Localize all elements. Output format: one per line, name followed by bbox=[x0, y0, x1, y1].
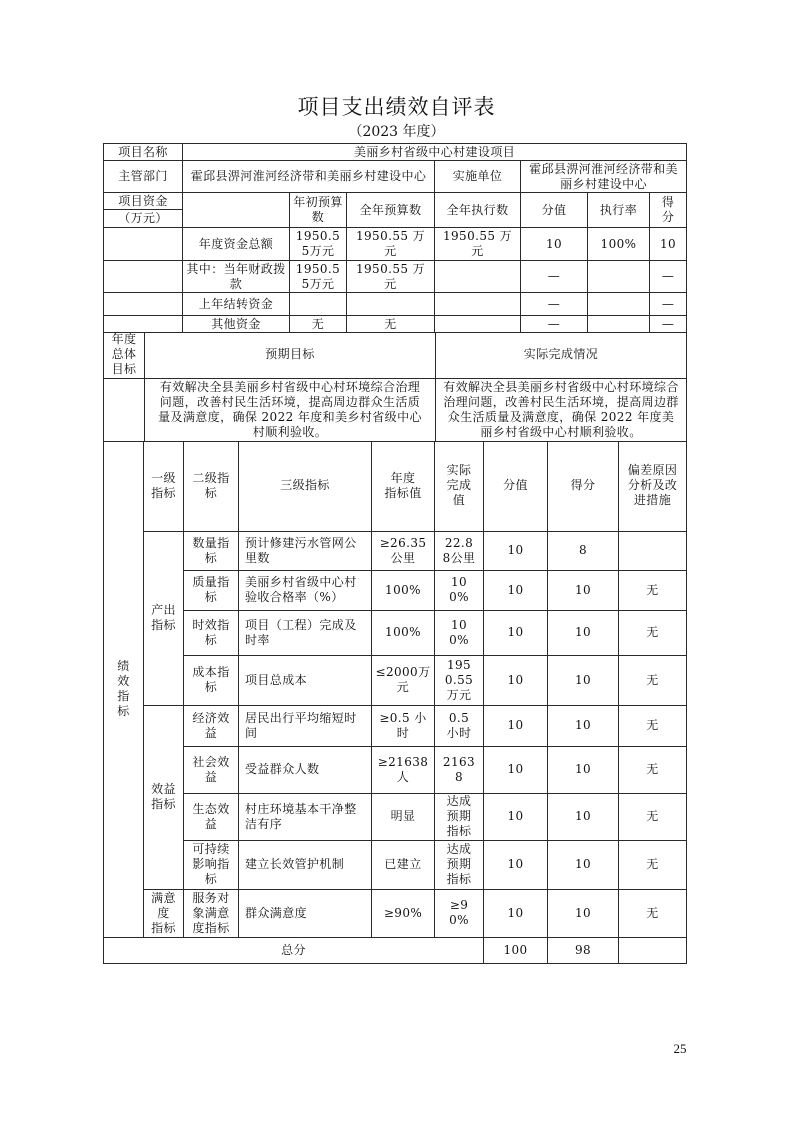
header-score-weight: 分值 bbox=[521, 193, 588, 228]
funds-initial-budget: 无 bbox=[290, 316, 347, 333]
header-initial-budget: 年初预算数 bbox=[290, 193, 347, 228]
header-actual: 实际完成值 bbox=[435, 441, 484, 531]
funds-row bbox=[104, 293, 687, 316]
level3-cell: 美丽乡村省级中心村验收合格率（%） bbox=[239, 570, 372, 610]
level3-cell: 居民出行平均缩短时间 bbox=[239, 705, 372, 746]
score-weight-cell: 10 bbox=[484, 655, 548, 705]
level3-cell: 项目总成本 bbox=[239, 655, 372, 705]
actual-cell: 100% bbox=[435, 610, 484, 655]
score-cell: 8 bbox=[548, 531, 619, 570]
level3-cell: 群众满意度 bbox=[239, 889, 372, 937]
score-weight-cell: 10 bbox=[484, 610, 548, 655]
funds-label: 项目资金 bbox=[104, 193, 182, 210]
deviation-cell: 无 bbox=[619, 746, 687, 793]
header-executed: 全年执行数 bbox=[435, 193, 521, 228]
level3-cell: 预计修建污水管网公里数 bbox=[239, 531, 372, 570]
total-row bbox=[104, 937, 687, 963]
target-cell: 100% bbox=[372, 610, 435, 655]
deviation-cell: 无 bbox=[619, 610, 687, 655]
funds-score: 10 bbox=[650, 228, 687, 261]
level2-cell: 时效指标 bbox=[184, 610, 239, 655]
level3-cell: 项目（工程）完成及时率 bbox=[239, 610, 372, 655]
level1-satisfaction: 满意度 指标 bbox=[144, 889, 184, 937]
department-value: 霍邱县淠河淮河经济带和美丽乡村建设中心 bbox=[183, 161, 435, 193]
actual-cell: 21638 bbox=[435, 746, 484, 793]
funds-executed bbox=[435, 293, 521, 316]
funds-row-blank bbox=[104, 228, 183, 261]
level2-cell: 成本指标 bbox=[184, 655, 239, 705]
indicators-header-row bbox=[104, 441, 687, 531]
actual-cell: ≥90% bbox=[435, 889, 484, 937]
target-cell: ≥26.35公里 bbox=[372, 531, 435, 570]
level2-cell: 经济效益 bbox=[184, 705, 239, 746]
funds-initial-budget: 1950.55万元 bbox=[290, 228, 347, 261]
actual-result-header: 实际完成情况 bbox=[436, 332, 687, 378]
funds-annual-budget: 1950.55 万元 bbox=[347, 261, 435, 293]
level2-cell: 数量指标 bbox=[184, 531, 239, 570]
level3-cell: 村庄环境基本干净整洁有序 bbox=[239, 793, 372, 840]
level2-cell: 质量指标 bbox=[184, 570, 239, 610]
funds-exec-rate bbox=[588, 261, 650, 293]
deviation-cell bbox=[619, 531, 687, 570]
funds-row-label: 年度资金总额 bbox=[183, 228, 290, 261]
implementer-value: 霍邱县淠河淮河经济带和美丽乡村建设中心 bbox=[521, 161, 687, 193]
score-weight-cell: 10 bbox=[484, 793, 548, 840]
header-exec-rate: 执行率 bbox=[588, 193, 650, 228]
funds-row-label: 其中：当年财政拨款 bbox=[183, 261, 290, 293]
indicator-row bbox=[104, 570, 687, 610]
deviation-cell: 无 bbox=[619, 889, 687, 937]
funds-initial-budget: 1950.55万元 bbox=[290, 261, 347, 293]
total-label: 总分 bbox=[104, 937, 484, 963]
level3-cell: 建立长效管护机制 bbox=[239, 840, 372, 889]
funds-unit: （万元） bbox=[118, 211, 168, 225]
performance-indicators-label: 绩效指标 bbox=[104, 441, 144, 937]
department-label: 主管部门 bbox=[104, 161, 183, 193]
goals-label: 年度总体目标 bbox=[104, 332, 145, 378]
total-score-weight: 100 bbox=[484, 937, 548, 963]
score-weight-cell: 10 bbox=[484, 746, 548, 793]
target-cell: 已建立 bbox=[372, 840, 435, 889]
actual-cell: 达成预期指标 bbox=[435, 793, 484, 840]
target-cell: ≤2000万元 bbox=[372, 655, 435, 705]
funds-row-label: 上年结转资金 bbox=[183, 293, 290, 316]
funds-annual-budget bbox=[347, 293, 435, 316]
target-cell: ≥0.5 小时 bbox=[372, 705, 435, 746]
header-level2: 二级指标 bbox=[184, 441, 239, 531]
header-annual-budget: 全年预算数 bbox=[347, 193, 435, 228]
level3-cell: 受益群众人数 bbox=[239, 746, 372, 793]
funds-score-weight: — bbox=[521, 261, 588, 293]
performance-indicators-table bbox=[103, 441, 687, 964]
level2-cell: 服务对象满意度指标 bbox=[184, 889, 239, 937]
indicator-row bbox=[104, 889, 687, 937]
actual-cell: 0.5 小时 bbox=[435, 705, 484, 746]
document-title: 项目支出绩效自评表 bbox=[297, 95, 496, 119]
score-cell: 10 bbox=[548, 840, 619, 889]
level2-cell: 生态效益 bbox=[184, 793, 239, 840]
target-cell: ≥21638人 bbox=[372, 746, 435, 793]
actual-cell: 100% bbox=[435, 570, 484, 610]
funds-executed: 1950.55 万元 bbox=[435, 228, 521, 261]
document-subtitle: （2023 年度） bbox=[348, 124, 445, 140]
level1-benefit: 效益指标 bbox=[144, 705, 184, 889]
target-cell: 100% bbox=[372, 570, 435, 610]
funds-executed bbox=[435, 261, 521, 293]
score-cell: 10 bbox=[548, 793, 619, 840]
actual-cell: 22.88公里 bbox=[435, 531, 484, 570]
project-name-row bbox=[104, 144, 687, 161]
header-target: 年度 指标值 bbox=[372, 441, 435, 531]
implementer-label: 实施单位 bbox=[435, 161, 521, 193]
score-weight-cell: 10 bbox=[484, 531, 548, 570]
project-funds-table bbox=[103, 143, 687, 333]
funds-exec-rate bbox=[588, 316, 650, 333]
funds-row-blank bbox=[104, 316, 183, 333]
funds-executed bbox=[435, 316, 521, 333]
level2-cell: 社会效益 bbox=[184, 746, 239, 793]
score-weight-cell: 10 bbox=[484, 889, 548, 937]
funds-score-weight: 10 bbox=[521, 228, 588, 261]
indicator-row bbox=[104, 705, 687, 746]
score-cell: 10 bbox=[548, 655, 619, 705]
deviation-cell: 无 bbox=[619, 570, 687, 610]
header-deviation: 偏差原因分析及改进措施 bbox=[619, 441, 687, 531]
annual-goals-table bbox=[103, 332, 687, 442]
goals-content-row bbox=[104, 378, 687, 441]
funds-score: — bbox=[650, 316, 687, 333]
indicator-row bbox=[104, 793, 687, 840]
funds-row-blank bbox=[104, 261, 183, 293]
score-weight-cell: 10 bbox=[484, 705, 548, 746]
project-name-value: 美丽乡村省级中心村建设项目 bbox=[183, 144, 687, 161]
funds-score: — bbox=[650, 293, 687, 316]
total-score: 98 bbox=[548, 937, 619, 963]
header-score: 得分 bbox=[548, 441, 619, 531]
funds-score: — bbox=[650, 261, 687, 293]
header-score: 得分 bbox=[650, 193, 687, 228]
actual-result-text: 有效解决全县美丽乡村省级中心村环境综合治理问题，改善村民生活环境，提高周边群众生活质量及满意度，确保 2022 年度美丽乡村省级中心村顺利验收。 bbox=[436, 378, 687, 441]
indicator-row bbox=[104, 531, 687, 570]
funds-header-row bbox=[104, 193, 687, 228]
project-name-label: 项目名称 bbox=[104, 144, 183, 161]
deviation-cell: 无 bbox=[619, 840, 687, 889]
funds-row-label: 其他资金 bbox=[183, 316, 290, 333]
expected-goal-header: 预期目标 bbox=[145, 332, 436, 378]
deviation-cell: 无 bbox=[619, 793, 687, 840]
funds-annual-budget: 无 bbox=[347, 316, 435, 333]
score-weight-cell: 10 bbox=[484, 840, 548, 889]
deviation-cell: 无 bbox=[619, 655, 687, 705]
funds-row bbox=[104, 261, 687, 293]
indicator-row bbox=[104, 746, 687, 793]
header-score-weight: 分值 bbox=[484, 441, 548, 531]
funds-exec-rate: 100% bbox=[588, 228, 650, 261]
target-cell: ≥90% bbox=[372, 889, 435, 937]
score-weight-cell: 10 bbox=[484, 570, 548, 610]
funds-initial-budget bbox=[290, 293, 347, 316]
funds-exec-rate bbox=[588, 293, 650, 316]
indicator-row bbox=[104, 840, 687, 889]
funds-score-weight: — bbox=[521, 316, 588, 333]
actual-cell: 1950.55 万元 bbox=[435, 655, 484, 705]
funds-row bbox=[104, 316, 687, 333]
page-number: 25 bbox=[673, 1041, 687, 1056]
goals-header-row bbox=[104, 332, 687, 378]
score-cell: 10 bbox=[548, 570, 619, 610]
level2-cell: 可持续影响指标 bbox=[184, 840, 239, 889]
deviation-cell: 无 bbox=[619, 705, 687, 746]
header-level3: 三级指标 bbox=[239, 441, 372, 531]
department-row bbox=[104, 161, 687, 193]
level1-output: 产出指标 bbox=[144, 531, 184, 705]
funds-header-blank bbox=[183, 193, 290, 228]
expected-goal-text: 有效解决全县美丽乡村省级中心村环境综合治理问题，改善村民生活环境，提高周边群众生活质量及满意度，确保 2022 年度和美乡村省级中心村顺利验收。 bbox=[145, 378, 436, 441]
score-cell: 10 bbox=[548, 705, 619, 746]
funds-score-weight: — bbox=[521, 293, 588, 316]
funds-label-cell bbox=[104, 193, 183, 228]
indicator-row bbox=[104, 655, 687, 705]
actual-cell: 达成预期指标 bbox=[435, 840, 484, 889]
target-cell: 明显 bbox=[372, 793, 435, 840]
score-cell: 10 bbox=[548, 746, 619, 793]
total-deviation bbox=[619, 937, 687, 963]
funds-row-blank bbox=[104, 293, 183, 316]
score-cell: 10 bbox=[548, 889, 619, 937]
funds-annual-budget: 1950.55 万元 bbox=[347, 228, 435, 261]
funds-row bbox=[104, 228, 687, 261]
goals-blank bbox=[104, 378, 145, 441]
score-cell: 10 bbox=[548, 610, 619, 655]
indicator-row bbox=[104, 610, 687, 655]
header-level1: 一级指标 bbox=[144, 441, 184, 531]
